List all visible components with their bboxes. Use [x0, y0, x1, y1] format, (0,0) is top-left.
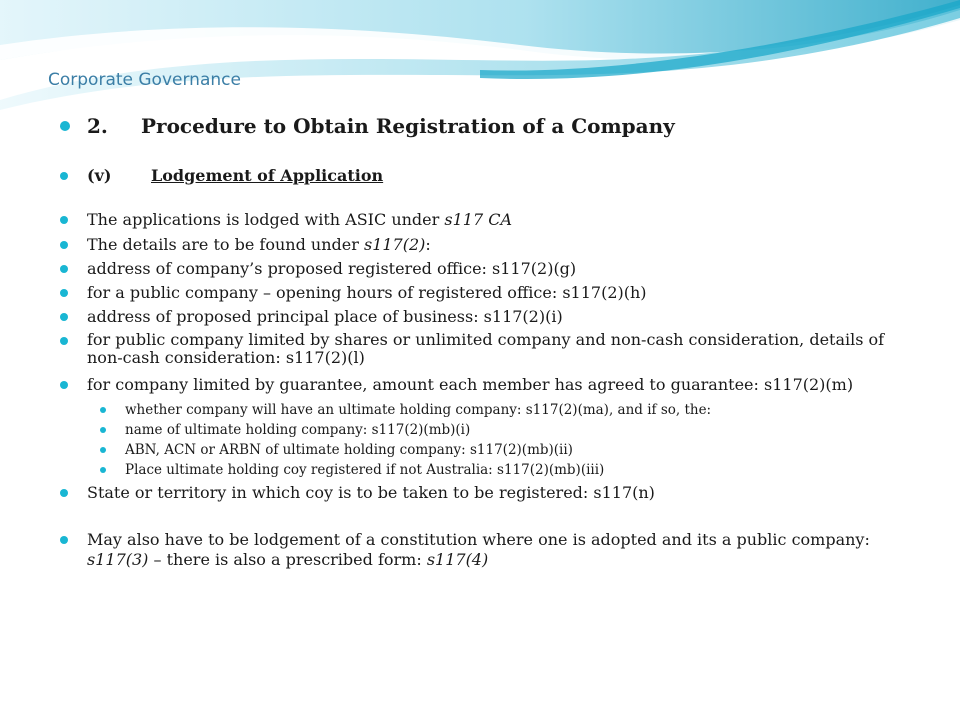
- bullet-icon: [60, 216, 68, 224]
- slide-content: 2. Procedure to Obtain Registration of a Company (v) Lodgement of Application The applications is lodged with ASIC under s117 CA The details are to be found under s117(2): address of company’s proposed registered office: s117(2)(g) for a public company – opening hours of registered office: s117(2)(h) address of proposed principal place of business: s117(2)(i) for public company limited by shares or unlimited company and non-cash consideration, details of non-cash consideration: s117(2)(l) for company limited by guarantee, amount each member has agreed to guarantee: s117(2)(m) whether company will have an ultimate holding company: s117(2)(ma), and if so, the: name of ultimate holding company: s117(2)(mb)(i) ABN, ACN or ARBN of ultimate holding company: s117(2)(mb)(ii) Place ultimate holding coy registered if not Australia: s117(2)(mb)(iii) State or territory in which coy is to be taken to be registered: s117(n) May also have to be lodgement of a constitution where one is adopted and its a public company: s117(3) – there is also a prescribed form: s117(4): [0, 0, 960, 720]
- bullet-icon: [100, 427, 106, 433]
- heading-number: 2.: [87, 114, 108, 138]
- bullet-icon: [60, 241, 68, 249]
- heading-text: Procedure to Obtain Registration of a Company: [141, 114, 675, 138]
- bullet-icon: [60, 536, 68, 544]
- bullet-icon: [60, 289, 68, 297]
- bullet-icon: [60, 313, 68, 321]
- bullet-icon: [60, 337, 68, 345]
- bullet-icon: [60, 121, 70, 131]
- subheading-number: (v): [87, 166, 112, 185]
- bullet-icon: [60, 381, 68, 389]
- bullet-icon: [60, 172, 68, 180]
- bullet-icon: [100, 467, 106, 473]
- header-title: Corporate Governance: [48, 70, 241, 90]
- bullet-icon: [100, 447, 106, 453]
- subheading-text: Lodgement of Application: [151, 166, 384, 185]
- bullet-icon: [60, 489, 68, 497]
- bullet-icon: [100, 407, 106, 413]
- bullet-icon: [60, 265, 68, 273]
